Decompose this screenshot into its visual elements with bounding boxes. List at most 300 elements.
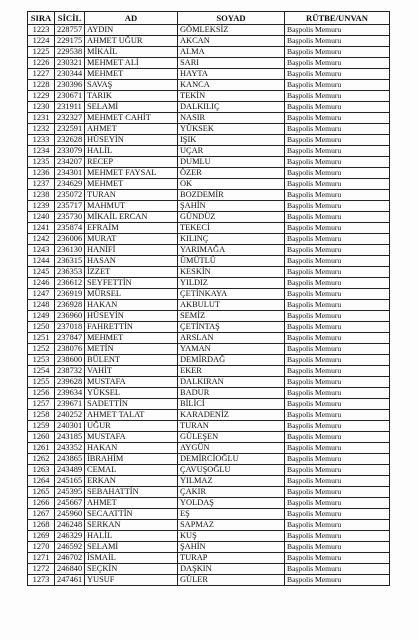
cell-ad: YÜKSEL [85, 388, 178, 399]
table-row [28, 553, 390, 564]
cell-ad: MEHMET CAHİT [85, 113, 178, 124]
header-ad: AD [85, 12, 178, 25]
cell-soyad: DAŞKIN [178, 564, 285, 575]
table-row [28, 388, 390, 399]
cell-ad: SELAMİ [85, 542, 178, 553]
cell-sira: 1232 [28, 124, 55, 135]
cell-soyad: KANCA [178, 80, 285, 91]
table-row [28, 157, 390, 168]
cell-unvan: Başpolis Memuru [285, 289, 390, 300]
cell-unvan: Başpolis Memuru [285, 102, 390, 113]
cell-ad: BÜLENT [85, 355, 178, 366]
table-row [28, 443, 390, 454]
cell-soyad: TURAN [178, 421, 285, 432]
cell-sira: 1246 [28, 278, 55, 289]
cell-unvan: Başpolis Memuru [285, 509, 390, 520]
table-row [28, 102, 390, 113]
cell-sira: 1271 [28, 553, 55, 564]
cell-sicil: 236919 [55, 289, 85, 300]
cell-sicil: 231911 [55, 102, 85, 113]
cell-ad: AHMET [85, 124, 178, 135]
cell-soyad: TEKİN [178, 91, 285, 102]
cell-soyad: EŞ [178, 509, 285, 520]
cell-soyad: AKBULUT [178, 300, 285, 311]
cell-soyad: ŞAHİN [178, 542, 285, 553]
table-row [28, 80, 390, 91]
cell-sira: 1241 [28, 223, 55, 234]
cell-unvan: Başpolis Memuru [285, 322, 390, 333]
cell-sicil: 229538 [55, 47, 85, 58]
cell-ad: MÜRSEL [85, 289, 178, 300]
cell-ad: AHMET [85, 498, 178, 509]
cell-sira: 1248 [28, 300, 55, 311]
table-row [28, 366, 390, 377]
cell-ad: METİN [85, 344, 178, 355]
cell-sicil: 246248 [55, 520, 85, 531]
table-row [28, 399, 390, 410]
cell-ad: HALİL [85, 146, 178, 157]
table-body [28, 25, 390, 586]
cell-unvan: Başpolis Memuru [285, 465, 390, 476]
cell-ad: FAHRETTİN [85, 322, 178, 333]
cell-sira: 1238 [28, 190, 55, 201]
table-row [28, 322, 390, 333]
table-row [28, 410, 390, 421]
cell-unvan: Başpolis Memuru [285, 201, 390, 212]
cell-ad: MEHMET FAYSAL [85, 168, 178, 179]
cell-sira: 1237 [28, 179, 55, 190]
cell-ad: HAKAN [85, 300, 178, 311]
table-row [28, 234, 390, 245]
cell-soyad: ÜMÜTLÜ [178, 256, 285, 267]
cell-sira: 1247 [28, 289, 55, 300]
cell-soyad: GÜNDÜZ [178, 212, 285, 223]
cell-sira: 1229 [28, 91, 55, 102]
cell-unvan: Başpolis Memuru [285, 366, 390, 377]
cell-sira: 1261 [28, 443, 55, 454]
table-row [28, 311, 390, 322]
cell-soyad: YILDIZ [178, 278, 285, 289]
cell-unvan: Başpolis Memuru [285, 410, 390, 421]
cell-ad: HALİL [85, 531, 178, 542]
cell-sicil: 230321 [55, 58, 85, 69]
cell-ad: SADETTİN [85, 399, 178, 410]
cell-sicil: 232591 [55, 124, 85, 135]
cell-sicil: 243352 [55, 443, 85, 454]
cell-soyad: YARIMAĞA [178, 245, 285, 256]
table-row [28, 124, 390, 135]
cell-sicil: 235717 [55, 201, 85, 212]
cell-sicil: 237847 [55, 333, 85, 344]
cell-unvan: Başpolis Memuru [285, 311, 390, 322]
cell-sicil: 243489 [55, 465, 85, 476]
cell-sicil: 233079 [55, 146, 85, 157]
cell-sicil: 245165 [55, 476, 85, 487]
cell-ad: MAHMUT [85, 201, 178, 212]
cell-ad: SERKAN [85, 520, 178, 531]
cell-sira: 1245 [28, 267, 55, 278]
cell-sira: 1250 [28, 322, 55, 333]
cell-sira: 1230 [28, 102, 55, 113]
cell-soyad: KUŞ [178, 531, 285, 542]
cell-soyad: ÖZER [178, 168, 285, 179]
cell-soyad: ÇAVUŞOĞLU [178, 465, 285, 476]
cell-soyad: BİLİCİ [178, 399, 285, 410]
cell-sira: 1223 [28, 25, 55, 36]
table-row [28, 487, 390, 498]
cell-sira: 1226 [28, 58, 55, 69]
cell-sira: 1251 [28, 333, 55, 344]
table-row [28, 113, 390, 124]
cell-sira: 1273 [28, 575, 55, 586]
cell-sicil: 246592 [55, 542, 85, 553]
cell-sicil: 229175 [55, 36, 85, 47]
cell-sicil: 234629 [55, 179, 85, 190]
cell-ad: RECEP [85, 157, 178, 168]
table-row [28, 245, 390, 256]
cell-ad: İZZET [85, 267, 178, 278]
cell-unvan: Başpolis Memuru [285, 454, 390, 465]
cell-ad: HASAN [85, 256, 178, 267]
table-row [28, 333, 390, 344]
cell-sicil: 243865 [55, 454, 85, 465]
cell-sira: 1259 [28, 421, 55, 432]
cell-soyad: TEKECİ [178, 223, 285, 234]
cell-sira: 1254 [28, 366, 55, 377]
cell-unvan: Başpolis Memuru [285, 157, 390, 168]
cell-sicil: 236612 [55, 278, 85, 289]
header-sicil: SİCİL [55, 12, 85, 25]
cell-unvan: Başpolis Memuru [285, 531, 390, 542]
cell-unvan: Başpolis Memuru [285, 377, 390, 388]
cell-sira: 1235 [28, 157, 55, 168]
cell-sira: 1242 [28, 234, 55, 245]
table-row [28, 355, 390, 366]
cell-sira: 1272 [28, 564, 55, 575]
cell-ad: HÜSEYİN [85, 135, 178, 146]
cell-sira: 1224 [28, 36, 55, 47]
cell-soyad: SARI [178, 58, 285, 69]
cell-unvan: Başpolis Memuru [285, 113, 390, 124]
table-row [28, 531, 390, 542]
cell-sicil: 245395 [55, 487, 85, 498]
cell-unvan: Başpolis Memuru [285, 36, 390, 47]
cell-sira: 1243 [28, 245, 55, 256]
cell-soyad: KILINÇ [178, 234, 285, 245]
table-row [28, 212, 390, 223]
cell-unvan: Başpolis Memuru [285, 355, 390, 366]
cell-sira: 1231 [28, 113, 55, 124]
cell-unvan: Başpolis Memuru [285, 168, 390, 179]
cell-unvan: Başpolis Memuru [285, 256, 390, 267]
cell-soyad: DEMİRCİOĞLU [178, 454, 285, 465]
cell-unvan: Başpolis Memuru [285, 476, 390, 487]
table-row [28, 256, 390, 267]
cell-ad: SEÇKİN [85, 564, 178, 575]
cell-unvan: Başpolis Memuru [285, 498, 390, 509]
cell-soyad: UÇAR [178, 146, 285, 157]
table-row [28, 465, 390, 476]
cell-unvan: Başpolis Memuru [285, 212, 390, 223]
cell-unvan: Başpolis Memuru [285, 80, 390, 91]
cell-sira: 1240 [28, 212, 55, 223]
cell-ad: MEHMET ALİ [85, 58, 178, 69]
cell-ad: MEHMET [85, 69, 178, 80]
cell-sira: 1253 [28, 355, 55, 366]
cell-soyad: ÇAKIR [178, 487, 285, 498]
cell-ad: SEBAHATTİN [85, 487, 178, 498]
cell-sicil: 230671 [55, 91, 85, 102]
table-row [28, 421, 390, 432]
table-row [28, 542, 390, 553]
cell-sicil: 234207 [55, 157, 85, 168]
cell-ad: MİKAİL ERCAN [85, 212, 178, 223]
cell-unvan: Başpolis Memuru [285, 421, 390, 432]
table-row [28, 69, 390, 80]
table-row [28, 36, 390, 47]
cell-soyad: ÇETİNKAYA [178, 289, 285, 300]
cell-sira: 1260 [28, 432, 55, 443]
cell-soyad: IŞIK [178, 135, 285, 146]
cell-sira: 1236 [28, 168, 55, 179]
cell-unvan: Başpolis Memuru [285, 91, 390, 102]
cell-soyad: NASIR [178, 113, 285, 124]
cell-sira: 1255 [28, 377, 55, 388]
cell-unvan: Başpolis Memuru [285, 388, 390, 399]
cell-sicil: 246702 [55, 553, 85, 564]
table-row [28, 58, 390, 69]
table-row [28, 575, 390, 586]
cell-soyad: GÜLER [178, 575, 285, 586]
cell-unvan: Başpolis Memuru [285, 135, 390, 146]
cell-ad: TURAN [85, 190, 178, 201]
cell-sira: 1267 [28, 509, 55, 520]
cell-sicil: 230396 [55, 80, 85, 91]
cell-sira: 1239 [28, 201, 55, 212]
cell-soyad: KARADENİZ [178, 410, 285, 421]
table-row [28, 498, 390, 509]
cell-sicil: 240252 [55, 410, 85, 421]
table-row [28, 564, 390, 575]
cell-ad: MEHMET [85, 179, 178, 190]
cell-sicil: 238732 [55, 366, 85, 377]
table-row [28, 91, 390, 102]
cell-sira: 1252 [28, 344, 55, 355]
cell-sicil: 232628 [55, 135, 85, 146]
cell-unvan: Başpolis Memuru [285, 520, 390, 531]
cell-sicil: 243185 [55, 432, 85, 443]
cell-sicil: 236353 [55, 267, 85, 278]
cell-unvan: Başpolis Memuru [285, 278, 390, 289]
cell-ad: HÜSEYİN [85, 311, 178, 322]
cell-sicil: 245667 [55, 498, 85, 509]
cell-unvan: Başpolis Memuru [285, 542, 390, 553]
cell-ad: HAKAN [85, 443, 178, 454]
cell-soyad: ALMA [178, 47, 285, 58]
cell-sira: 1264 [28, 476, 55, 487]
cell-ad: AHMET UĞUR [85, 36, 178, 47]
cell-unvan: Başpolis Memuru [285, 58, 390, 69]
table-row [28, 520, 390, 531]
cell-unvan: Başpolis Memuru [285, 300, 390, 311]
cell-unvan: Başpolis Memuru [285, 223, 390, 234]
cell-soyad: OK [178, 179, 285, 190]
cell-ad: SEYFETTİN [85, 278, 178, 289]
cell-ad: MURAT [85, 234, 178, 245]
cell-sira: 1228 [28, 80, 55, 91]
cell-soyad: KESKİN [178, 267, 285, 278]
cell-unvan: Başpolis Memuru [285, 553, 390, 564]
cell-soyad: ARSLAN [178, 333, 285, 344]
table-row [28, 47, 390, 58]
cell-ad: AHMET TALAT [85, 410, 178, 421]
cell-ad: İBRAHİM [85, 454, 178, 465]
cell-sira: 1258 [28, 410, 55, 421]
table-row [28, 289, 390, 300]
cell-sira: 1269 [28, 531, 55, 542]
table-row [28, 179, 390, 190]
cell-unvan: Başpolis Memuru [285, 443, 390, 454]
table-row [28, 201, 390, 212]
cell-soyad: AKCAN [178, 36, 285, 47]
table-row [28, 344, 390, 355]
cell-sira: 1257 [28, 399, 55, 410]
cell-sicil: 236130 [55, 245, 85, 256]
cell-soyad: TURAP [178, 553, 285, 564]
cell-sira: 1262 [28, 454, 55, 465]
cell-soyad: AYGÜN [178, 443, 285, 454]
cell-sicil: 247461 [55, 575, 85, 586]
table-row [28, 377, 390, 388]
cell-sira: 1234 [28, 146, 55, 157]
cell-soyad: YAMAN [178, 344, 285, 355]
table-header-row [28, 12, 390, 25]
cell-unvan: Başpolis Memuru [285, 146, 390, 157]
table-row [28, 432, 390, 443]
cell-ad: AYDIN [85, 25, 178, 36]
cell-soyad: BOZDEMİR [178, 190, 285, 201]
cell-sicil: 239671 [55, 399, 85, 410]
cell-ad: MEHMET [85, 333, 178, 344]
cell-sira: 1265 [28, 487, 55, 498]
cell-soyad: BADUR [178, 388, 285, 399]
cell-ad: MUSTAFA [85, 432, 178, 443]
cell-sira: 1233 [28, 135, 55, 146]
cell-unvan: Başpolis Memuru [285, 234, 390, 245]
cell-unvan: Başpolis Memuru [285, 344, 390, 355]
cell-unvan: Başpolis Memuru [285, 190, 390, 201]
table-row [28, 135, 390, 146]
cell-unvan: Başpolis Memuru [285, 333, 390, 344]
cell-sicil: 239634 [55, 388, 85, 399]
cell-sicil: 236960 [55, 311, 85, 322]
cell-ad: CEMAL [85, 465, 178, 476]
cell-sicil: 246840 [55, 564, 85, 575]
personnel-table [27, 11, 390, 586]
cell-ad: İSMAİL [85, 553, 178, 564]
cell-unvan: Başpolis Memuru [285, 267, 390, 278]
cell-ad: SAVAŞ [85, 80, 178, 91]
cell-unvan: Başpolis Memuru [285, 245, 390, 256]
cell-soyad: ÇETİNTAŞ [178, 322, 285, 333]
cell-sira: 1266 [28, 498, 55, 509]
table-row [28, 168, 390, 179]
cell-unvan: Başpolis Memuru [285, 575, 390, 586]
cell-soyad: DALKILIÇ [178, 102, 285, 113]
cell-soyad: HAYTA [178, 69, 285, 80]
table-row [28, 509, 390, 520]
cell-sira: 1227 [28, 69, 55, 80]
cell-soyad: DEMİRDAĞ [178, 355, 285, 366]
header-unvan: RÜTBE/UNVAN [285, 12, 390, 25]
cell-sicil: 234301 [55, 168, 85, 179]
cell-unvan: Başpolis Memuru [285, 432, 390, 443]
table-row [28, 454, 390, 465]
cell-sicil: 228757 [55, 25, 85, 36]
cell-sicil: 235730 [55, 212, 85, 223]
cell-ad: SECAATTİN [85, 509, 178, 520]
cell-sicil: 230344 [55, 69, 85, 80]
cell-soyad: GÖMLEKSİZ [178, 25, 285, 36]
cell-ad: VAHİT [85, 366, 178, 377]
cell-sicil: 237018 [55, 322, 85, 333]
cell-ad: MİKAİL [85, 47, 178, 58]
header-soyad: SOYAD [178, 12, 285, 25]
cell-soyad: DALKIRAN [178, 377, 285, 388]
cell-soyad: EKER [178, 366, 285, 377]
table-row [28, 267, 390, 278]
table-row [28, 476, 390, 487]
cell-soyad: YILMAZ [178, 476, 285, 487]
cell-soyad: SAPMAZ [178, 520, 285, 531]
cell-unvan: Başpolis Memuru [285, 179, 390, 190]
cell-unvan: Başpolis Memuru [285, 69, 390, 80]
cell-ad: TARIK [85, 91, 178, 102]
cell-unvan: Başpolis Memuru [285, 124, 390, 135]
table-row [28, 25, 390, 36]
table-row [28, 146, 390, 157]
cell-sicil: 236928 [55, 300, 85, 311]
cell-unvan: Başpolis Memuru [285, 25, 390, 36]
cell-sicil: 232327 [55, 113, 85, 124]
cell-ad: UĞUR [85, 421, 178, 432]
cell-soyad: GÜLEŞEN [178, 432, 285, 443]
cell-ad: EFRAİM [85, 223, 178, 234]
table-row [28, 223, 390, 234]
cell-sicil: 235874 [55, 223, 85, 234]
cell-sicil: 236315 [55, 256, 85, 267]
cell-ad: MUSTAFA [85, 377, 178, 388]
cell-sicil: 246329 [55, 531, 85, 542]
table-row [28, 190, 390, 201]
cell-ad: SELAMİ [85, 102, 178, 113]
cell-sira: 1256 [28, 388, 55, 399]
cell-unvan: Başpolis Memuru [285, 564, 390, 575]
cell-soyad: YÜKSEK [178, 124, 285, 135]
cell-soyad: DUMLU [178, 157, 285, 168]
cell-soyad: ŞAHİN [178, 201, 285, 212]
cell-sicil: 235072 [55, 190, 85, 201]
cell-unvan: Başpolis Memuru [285, 399, 390, 410]
cell-sira: 1249 [28, 311, 55, 322]
cell-sira: 1263 [28, 465, 55, 476]
cell-ad: HANİFİ [85, 245, 178, 256]
header-sira: SIRA [28, 12, 55, 25]
cell-sicil: 236006 [55, 234, 85, 245]
cell-sicil: 238600 [55, 355, 85, 366]
cell-soyad: SEMİZ [178, 311, 285, 322]
cell-ad: YUSUF [85, 575, 178, 586]
